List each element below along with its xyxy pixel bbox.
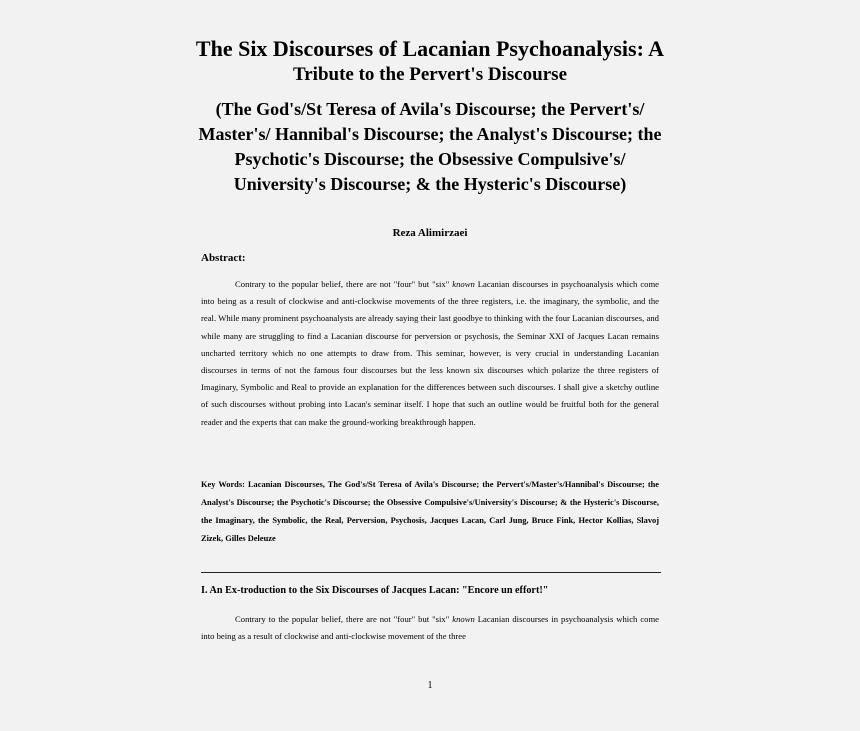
- abstract-text-start: Contrary to the popular belief, there are not "four" but "six": [235, 279, 450, 289]
- abstract-paragraph: [201, 276, 659, 431]
- subtitle-line: Master's/ Hannibal's Discourse; the Analyst's Discourse; the: [198, 124, 662, 144]
- abstract-heading: Abstract:: [201, 252, 246, 264]
- subtitle-line: Psychotic's Discourse; the Obsessive Compulsive's/: [234, 149, 626, 169]
- section-divider: [201, 572, 661, 573]
- subtitle-line: (The God's/St Teresa of Avila's Discourse; the Pervert's/: [215, 99, 645, 119]
- abstract-text-rest: Lacanian discourses in psychoanalysis which come into being as a result of clockwise and anti-clockwise movements of the three registers, i.e. the imaginary, the symbolic, and the real. While many prominent psychoanalysts are already saying their last goodbye to thinking with the four Lacanian discourses, and while many are struggling to find a Lacanian discourse for perversion or psychosis, the Seminar XXI of Jacques Lacan remains uncharted territory which no one attempts to draw from. This seminar, however, is very crucial in understanding Lacanian discourses in terms of not the famous four discourses but the less known six discourses which polarize the three registers of Imaginary, Symbolic and Real to provide an explanation for the differences between such discourses. I shall give a sketchy outline of such discourses without probing into Lacan's seminar itself. I hope that such an outline would be fruitful both for the general reader and the experts that can make the ground-working breakthrough happen.: [201, 279, 660, 427]
- section-text-start: Contrary to the popular belief, there are not "four" but "six": [235, 614, 450, 624]
- paper-subtitle: [170, 97, 690, 197]
- title-line-2: Tribute to the Pervert's Discourse: [292, 64, 567, 85]
- section-known-word: known: [452, 614, 475, 624]
- section-paragraph: [201, 611, 659, 645]
- abstract-known-word: known: [452, 279, 475, 289]
- paper-title: [170, 34, 690, 87]
- author-name: Reza Alimirzaei: [392, 227, 468, 239]
- section-text-rest: Lacanian discourses in psychoanalysis which come into being as a result of clockwise and anti-clockwise movement of the three: [201, 614, 660, 642]
- keywords-paragraph: Key Words: Lacanian Discourses, The God's/St Teresa of Avila's Discourse; the Pervert's/Master's/Hannibal's Discourse; the Analyst's Discourse; the Psychotic's Discourse; the Obsessive Compulsive's/University's Discourse; & the Hysteric's Discourse, the Imaginary, the Symbolic, the Real, Perversion, Psychosis, Jacques Lacan, Carl Jung, Bruce Fink, Hector Kollias, Slavoj Zizek, Gilles Deleuze: [201, 480, 659, 543]
- subtitle-line: University's Discourse; & the Hysteric's Discourse): [233, 174, 627, 194]
- title-line-1: The Six Discourses of Lacanian Psychoanalysis: A: [195, 36, 665, 61]
- section-heading: I. An Ex-troduction to the Six Discourses of Jacques Lacan: "Encore un effort!": [201, 585, 549, 596]
- page-number: 1: [427, 680, 433, 691]
